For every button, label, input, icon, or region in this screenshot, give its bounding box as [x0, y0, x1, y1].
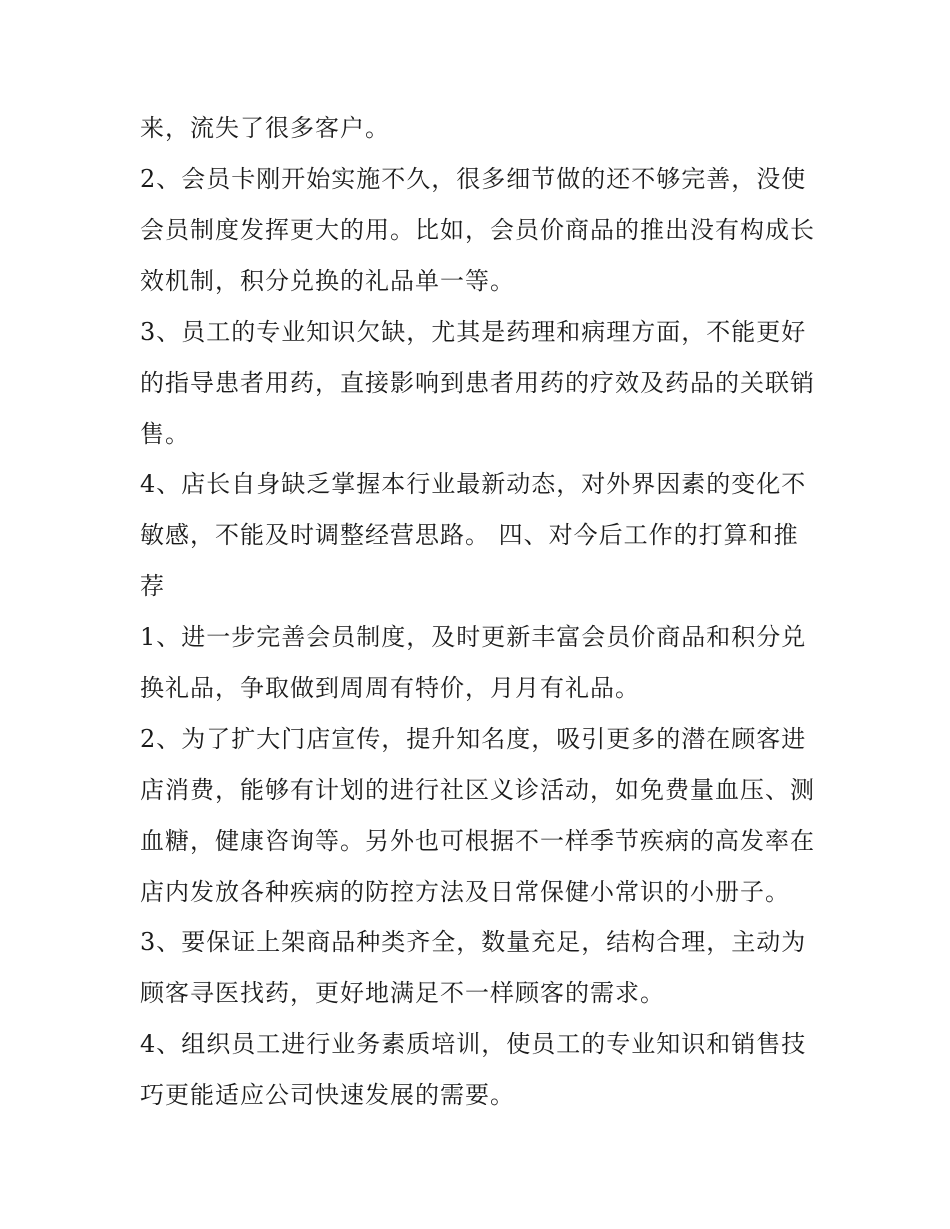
- text-line: 3、员工的专业知识欠缺，尤其是药理和病理方面，不能更好: [140, 318, 807, 346]
- text-line: 效机制，积分兑换的礼品单一等。: [140, 267, 515, 295]
- text-line: 会员制度发挥更大的用。比如，会员价商品的推出没有构成长: [140, 216, 815, 244]
- text-line: 4、组织员工进行业务素质培训，使员工的专业知识和销售技: [140, 1030, 807, 1058]
- text-line: 换礼品，争取做到周周有特价，月月有礼品。: [140, 674, 640, 702]
- text-line: 血糖，健康咨询等。另外也可根据不一样季节疾病的高发率在: [140, 827, 815, 855]
- text-line: 2、为了扩大门店宣传，提升知名度，吸引更多的潜在顾客进: [140, 725, 807, 753]
- text-line: 的指导患者用药，直接影响到患者用药的疗效及药品的关联销: [140, 369, 815, 397]
- text-line: 来，流失了很多客户。: [140, 114, 390, 142]
- text-line: 2、会员卡刚开始实施不久，很多细节做的还不够完善，没使: [140, 165, 807, 193]
- text-line: 敏感，不能及时调整经营思路。 四、对今后工作的打算和推: [140, 521, 799, 549]
- text-line: 1、进一步完善会员制度，及时更新丰富会员价商品和积分兑: [140, 623, 807, 651]
- text-line: 售。: [140, 420, 190, 448]
- text-line: 3、要保证上架商品种类齐全，数量充足，结构合理，主动为: [140, 928, 807, 956]
- text-line: 4、店长自身缺乏掌握本行业最新动态，对外界因素的变化不: [140, 470, 807, 498]
- text-line: 荐: [140, 572, 165, 600]
- text-line: 顾客寻医找药，更好地满足不一样顾客的需求。: [140, 979, 665, 1007]
- text-line: 巧更能适应公司快速发展的需要。: [140, 1081, 515, 1109]
- text-line: 店内发放各种疾病的防控方法及日常保健小常识的小册子。: [140, 878, 790, 906]
- text-line: 店消费，能够有计划的进行社区义诊活动，如免费量血压、测: [140, 776, 815, 804]
